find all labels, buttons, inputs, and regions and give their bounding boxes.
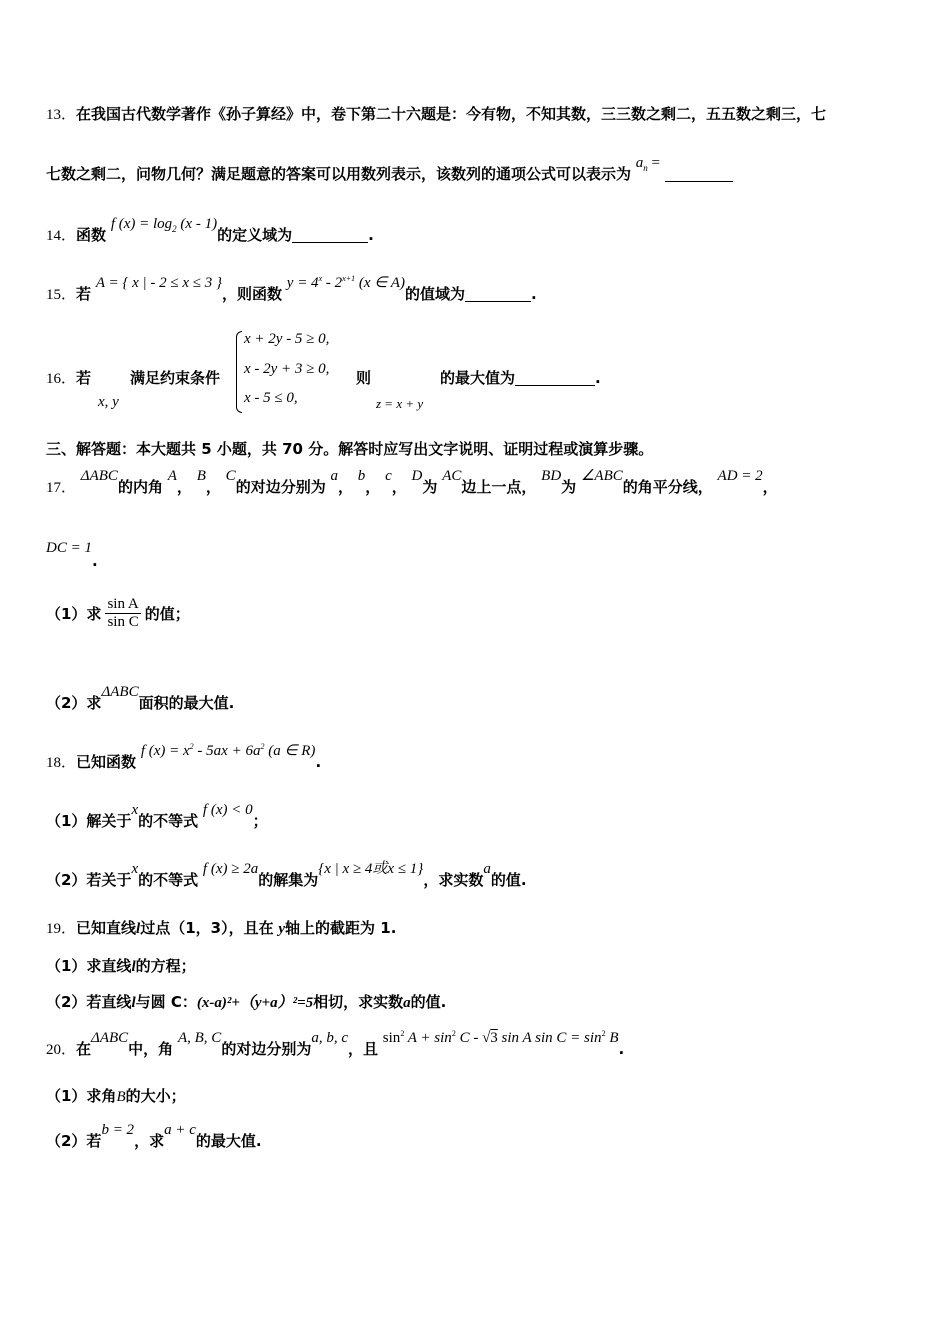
q19-p1: （1）求直线 <box>46 957 132 975</box>
q17-D: D <box>411 468 423 484</box>
q17-t2: 的对边分别为 <box>235 478 326 496</box>
q16-post: 的最大值为 . <box>440 369 601 387</box>
q18-a: a <box>483 861 491 877</box>
q20-mid2: 的对边分别为 <box>221 1040 312 1058</box>
q13-text-line2: 七数之剩二，问物几何？满足题意的答案可以用数列表示，该数列的通项公式可以表示为 <box>46 165 632 183</box>
q13-line2 <box>46 155 733 185</box>
q16-brace <box>236 331 242 413</box>
q17-sin-fraction: $\frac{\text{sin A}}{\text{sin C}}$ <box>107 596 139 630</box>
q19-y: y <box>278 921 286 937</box>
q17-B: B <box>196 468 206 484</box>
q13-line1 <box>46 103 826 124</box>
q13-number: 13． <box>46 107 77 123</box>
q17-p1-label: （1）求 <box>46 605 102 623</box>
q18-p1-label: （1）解关于 <box>46 812 132 830</box>
q18-p2-label: （2）若关于 <box>46 871 132 889</box>
q20-number: 20． <box>46 1042 77 1058</box>
q16-pre: 若 <box>76 369 92 387</box>
q17-AD: AD = 2 <box>717 468 763 484</box>
section-3-heading: 三、解答题：本大题共 5 小题，共 70 分。解答时应写出文字说明、证明过程或演算步骤。 <box>46 440 654 458</box>
q19-part2 <box>46 991 446 1012</box>
q17-tri: ΔABC <box>80 468 118 484</box>
q20-pre: 在 <box>76 1040 92 1058</box>
q20-line <box>46 1029 625 1059</box>
q20-part2 <box>46 1122 262 1151</box>
q18-p2-mid2: 的解集为 <box>258 871 319 889</box>
q19-l: l <box>136 921 141 937</box>
q17-t1: 的内角 <box>117 478 163 496</box>
q14-post: 的定义域为 <box>217 226 293 244</box>
q20-end: . <box>618 1040 625 1058</box>
q16-line <box>46 367 91 388</box>
q13-eq: = <box>647 155 661 171</box>
q17-c: c <box>385 468 392 484</box>
q18-end: . <box>315 753 322 771</box>
q14-number: 14． <box>46 228 77 244</box>
q18-p1-end: ； <box>252 812 268 830</box>
q18-p2-mid: 的不等式 <box>138 871 199 889</box>
q20-b-eq: b = 2 <box>101 1122 135 1138</box>
q14-pre: 函数 <box>76 226 107 244</box>
q18-p2-set: {x | x ≥ 4或x ≤ 1} <box>318 861 424 877</box>
q19-p1-end: 的方程； <box>135 957 196 975</box>
q19-p2-l: l <box>131 995 136 1011</box>
q17-part2 <box>46 684 235 713</box>
q20-mid3: ，且 <box>348 1040 379 1058</box>
q14-end: . <box>368 226 374 244</box>
q17-A: A <box>167 468 177 484</box>
q19-circle: (x-a)²+（y+a）²=5 <box>196 995 314 1011</box>
q15-post: 的值域为 <box>404 285 465 303</box>
q17-angle: ∠ABC <box>580 468 623 484</box>
q18-x: x <box>131 802 139 818</box>
q20-B: B <box>116 1089 126 1105</box>
q20-p2-post: 的最大值. <box>195 1132 262 1150</box>
q16-then: 则 <box>356 369 372 387</box>
q18-part2 <box>46 861 527 890</box>
q20-part1 <box>46 1085 186 1106</box>
q20-p2-label: （2）若 <box>46 1132 102 1150</box>
q18-number: 18． <box>46 755 77 771</box>
q14-func: f $(x) = \log_2 (x - 1)$ <box>110 216 218 234</box>
q17-p2-tri: ΔABC <box>101 684 139 700</box>
q16-constraint-3: x - 5 ≤ 0, <box>244 390 298 406</box>
q18-func: f $(x) = x^2 - 5ax + 6a^2$ (a ∈ R) <box>140 742 316 759</box>
q17-p2-post: 面积的最大值. <box>138 694 235 712</box>
q16-number: 16． <box>46 371 77 387</box>
q18-x-2: x <box>131 861 139 877</box>
q19-p2-end2: 的值. <box>410 993 447 1011</box>
q16-constraint-2: x - 2y + 3 ≥ 0, <box>244 361 330 377</box>
q17-t4: 的角平分线， <box>622 478 713 496</box>
q18-p2-end: 的值. <box>490 871 527 889</box>
q17-period: . <box>91 552 98 570</box>
q19-part1 <box>46 955 196 976</box>
q20-p2-mid: ，求 <box>134 1132 165 1150</box>
q19-text3: 轴上的截距为 1. <box>285 919 397 937</box>
q18-p2-post: ，求实数 <box>423 871 484 889</box>
q17-part1 <box>46 596 190 631</box>
q17-C: C <box>225 468 236 484</box>
q19-a: a <box>403 995 411 1011</box>
q18-p1-ineq: f (x) < 0 <box>202 802 253 818</box>
q20-angles: A, B, C <box>177 1030 222 1046</box>
q17-p2-label: （2）求 <box>46 694 102 712</box>
q15-end: . <box>530 285 537 303</box>
q16-answer-blank[interactable] <box>515 369 595 386</box>
q17-comma: ， <box>762 478 778 496</box>
q17-DC: DC = 1 <box>46 540 92 556</box>
q20-tri: ΔABC <box>91 1030 129 1046</box>
q15-answer-blank[interactable] <box>465 285 531 302</box>
q19-p2: （2）若直线 <box>46 993 132 1011</box>
q17-b: b <box>357 468 366 484</box>
q15-line <box>46 274 537 304</box>
q15-pre: 若 <box>76 285 92 303</box>
q16-constraint-1: x + 2y - 5 ≥ 0, <box>244 331 330 347</box>
q13-an: $a_n$ <box>635 155 648 173</box>
q18-p2-ineq: f (x) ≥ 2a <box>202 861 259 877</box>
q17-a: a <box>330 468 338 484</box>
q20-equation: $\sin^2 A + \sin^2 C - √3$ sin A $\sin C = \sin^2 B$ <box>382 1029 619 1046</box>
q16-vars: x, y <box>98 394 119 410</box>
q18-pre: 已知函数 <box>76 753 137 771</box>
q14-answer-blank[interactable] <box>292 226 368 243</box>
q15-func: $y = 4^x - 2^{x+1}$ (x ∈ A) <box>286 274 405 291</box>
q17-wei-2: 为 <box>561 478 577 496</box>
q20-sides: a, b, c <box>311 1030 348 1046</box>
q15-mid: ，则函数 <box>221 285 282 303</box>
q18-line <box>46 742 322 772</box>
q19-p2-end: 相切，求实数 <box>313 993 404 1011</box>
q20-p1-label: （1）求角 <box>46 1087 117 1105</box>
q19-p1-l: l <box>131 959 136 975</box>
q16-z: z = x + y <box>376 396 424 411</box>
q17-number: 17． <box>46 480 77 496</box>
q18-part1 <box>46 802 268 831</box>
q17-BD: BD <box>541 468 562 484</box>
q20-mid: 中，角 <box>128 1040 174 1058</box>
q16-mid: 满足约束条件 <box>130 369 221 387</box>
q15-number: 15． <box>46 287 77 303</box>
q19-number: 19． <box>46 921 77 937</box>
q13-answer-blank[interactable] <box>665 165 733 182</box>
q18-p1-mid: 的不等式 <box>138 812 199 830</box>
q20-ac: a + c <box>164 1122 196 1138</box>
q13-text-line1: 在我国古代数学著作《孙子算经》中，卷下第二十六题是：今有物，不知其数，三三数之剩二，五五数之剩三，七 <box>76 105 827 123</box>
q19-line <box>46 917 396 938</box>
q19-text: 已知直线 <box>76 919 137 937</box>
q20-p1-post: 的大小； <box>125 1087 186 1105</box>
q17-AC: AC <box>442 468 462 484</box>
q19-p2-mid: 与圆 C： <box>135 993 197 1011</box>
q17-t3: 边上一点， <box>461 478 537 496</box>
q19-text2: 过点（1，3），且在 <box>140 919 274 937</box>
q14-line <box>46 216 374 246</box>
q17-line1: 17． ΔABC的内角 A， B， C的对边分别为 a， b， c， D为 AC边上一点， BD为 ∠ABC的角平分线， AD = 2， <box>46 468 778 496</box>
q17-wei: 为 <box>422 478 438 496</box>
q17-p1-post: 的值； <box>144 605 190 623</box>
q17-line2 <box>46 538 98 570</box>
q15-set-a: A = { x | - 2 ≤ x ≤ 3 } <box>95 275 222 291</box>
